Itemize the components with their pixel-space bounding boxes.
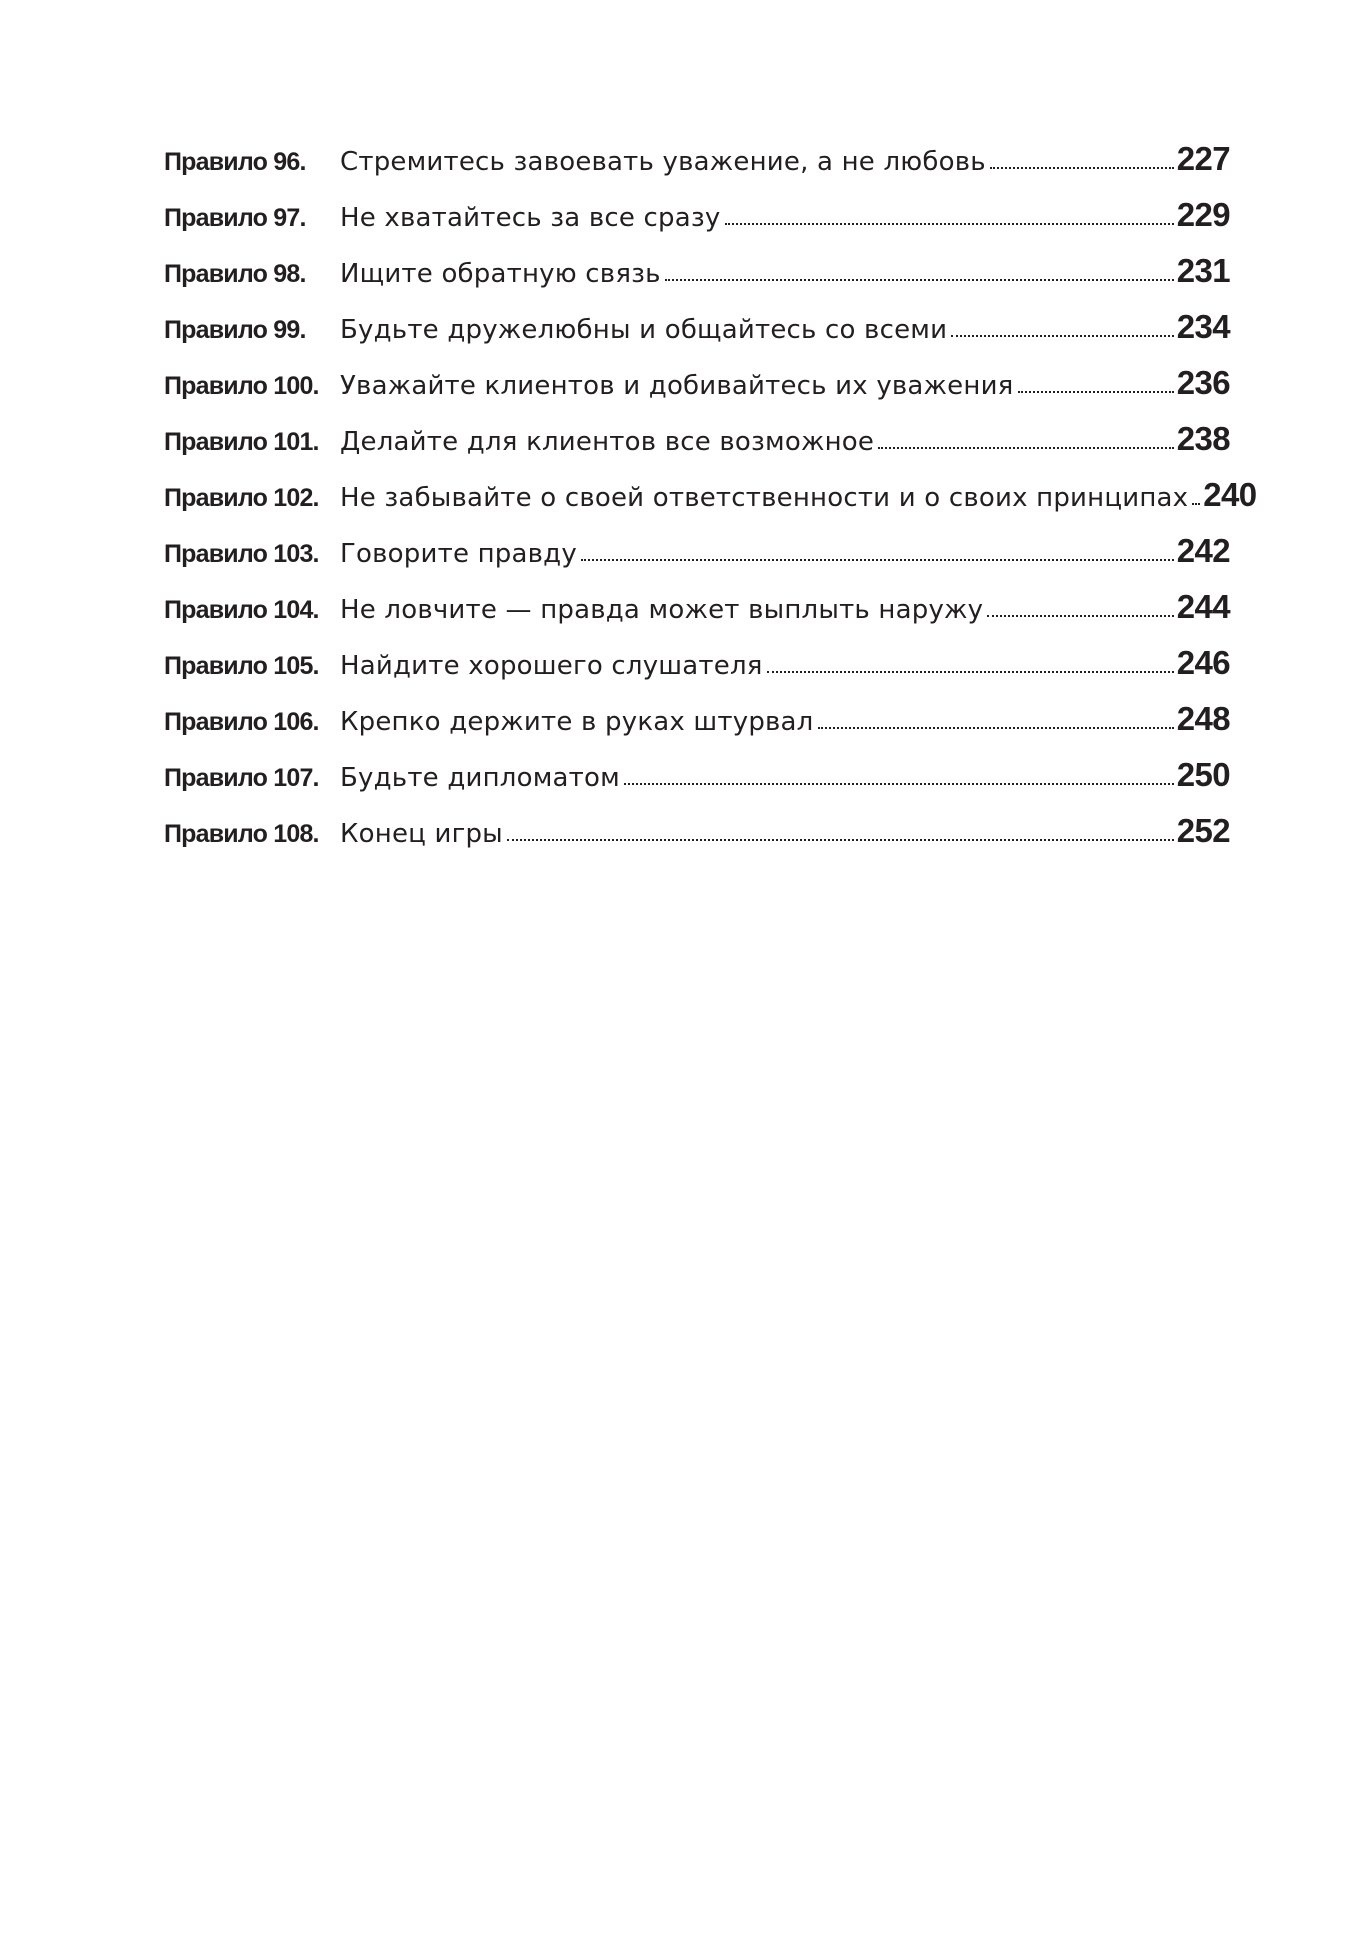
page-number: 246	[1176, 644, 1230, 681]
rule-title: Уважайте клиентов и добивайтесь их уважения	[340, 371, 1014, 401]
rule-label: Правило 98.	[164, 260, 306, 288]
page-number: 252	[1176, 812, 1230, 849]
rule-title: Ищите обратную связь	[340, 259, 661, 289]
rule-label: Правило 96.	[164, 148, 306, 176]
dot-leader	[987, 614, 1173, 617]
dot-leader	[878, 446, 1174, 449]
rule-label: Правило 99.	[164, 316, 306, 344]
dot-leader	[725, 222, 1174, 225]
rule-label: Правило 104.	[164, 596, 319, 624]
dot-leader	[1018, 390, 1174, 393]
dot-leader	[818, 726, 1174, 729]
toc-entry-101[interactable]	[164, 420, 1230, 476]
table-of-contents	[164, 140, 1257, 868]
toc-entry-99[interactable]	[164, 308, 1230, 364]
rule-label: Правило 107.	[164, 764, 319, 792]
dot-leader	[1192, 502, 1200, 505]
rule-label: Правило 105.	[164, 652, 319, 680]
rule-title: Крепко держите в руках штурвал	[340, 707, 814, 737]
rule-title: Делайте для клиентов все возможное	[340, 427, 875, 457]
rule-label: Правило 108.	[164, 820, 319, 848]
toc-entry-97[interactable]	[164, 196, 1230, 252]
toc-entry-98[interactable]	[164, 252, 1230, 308]
rule-title: Не ловчите — правда может выплыть наружу	[340, 595, 984, 625]
rule-label: Правило 106.	[164, 708, 319, 736]
toc-entry-96[interactable]	[164, 140, 1230, 196]
dot-leader	[990, 166, 1174, 169]
toc-entry-108[interactable]	[164, 812, 1230, 868]
toc-entry-105[interactable]	[164, 644, 1230, 700]
dot-leader	[767, 670, 1174, 673]
toc-entry-102[interactable]	[164, 476, 1257, 532]
page-number: 236	[1176, 364, 1230, 401]
page-number: 250	[1176, 756, 1230, 793]
toc-entry-106[interactable]	[164, 700, 1230, 756]
dot-leader	[665, 278, 1174, 281]
rule-title: Не хватайтесь за все сразу	[340, 203, 721, 233]
toc-entry-100[interactable]	[164, 364, 1230, 420]
rule-label: Правило 100.	[164, 372, 319, 400]
dot-leader	[624, 782, 1174, 785]
rule-label: Правило 101.	[164, 428, 319, 456]
rule-label: Правило 97.	[164, 204, 306, 232]
page-number: 231	[1176, 252, 1230, 289]
page-number: 240	[1203, 476, 1257, 513]
dot-leader	[581, 558, 1174, 561]
dot-leader	[951, 334, 1174, 337]
page-number: 229	[1176, 196, 1230, 233]
rule-title: Найдите хорошего слушателя	[340, 651, 763, 681]
rule-title: Будьте дружелюбны и общайтесь со всеми	[340, 315, 948, 345]
rule-title: Не забывайте о своей ответственности и о своих принципах	[340, 483, 1189, 513]
page-number: 248	[1176, 700, 1230, 737]
page-number: 234	[1176, 308, 1230, 345]
page-number: 238	[1176, 420, 1230, 457]
rule-title: Конец игры	[340, 819, 503, 849]
rule-label: Правило 103.	[164, 540, 319, 568]
rule-title: Будьте дипломатом	[340, 763, 620, 793]
page-number: 227	[1176, 140, 1230, 177]
dot-leader	[507, 838, 1174, 841]
rule-label: Правило 102.	[164, 484, 319, 512]
toc-entry-107[interactable]	[164, 756, 1230, 812]
page-number: 242	[1176, 532, 1230, 569]
toc-entry-104[interactable]	[164, 588, 1230, 644]
page-number: 244	[1176, 588, 1230, 625]
toc-entry-103[interactable]	[164, 532, 1230, 588]
rule-title: Стремитесь завоевать уважение, а не любовь	[340, 147, 986, 177]
rule-title: Говорите правду	[340, 539, 577, 569]
